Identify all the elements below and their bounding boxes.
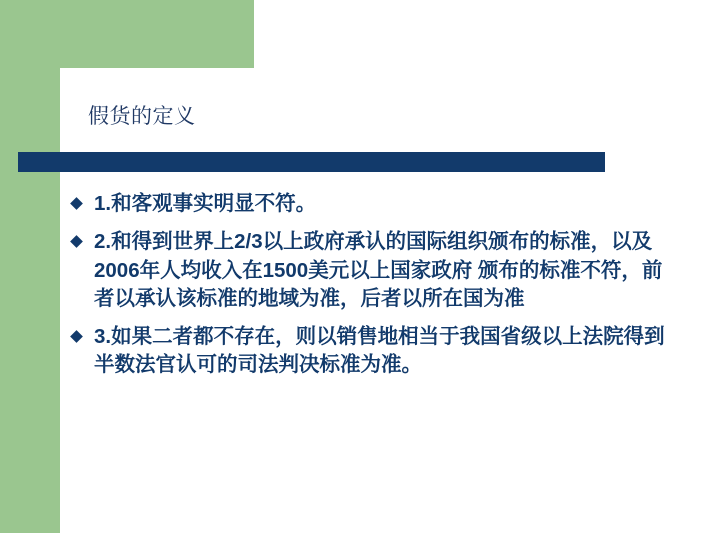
decorative-green-band xyxy=(0,0,60,533)
bullet-list xyxy=(68,190,678,390)
title-underline-bar xyxy=(18,152,605,172)
list-item-text: 2.和得到世界上2/3以上政府承认的国际组织颁布的标准，以及2006年人均收入在1500美元以上国家政府 颁布的标准不符，前者以承认该标准的地域为准，后者以所在国为准 xyxy=(94,230,663,310)
list-item-text: 3.如果二者都不存在，则以销售地相当于我国省级以上法院得到半数法官认可的司法判决标准为准。 xyxy=(94,325,665,377)
page-title: 假货的定义 xyxy=(88,105,196,128)
title-underline-bar-cap xyxy=(18,152,40,172)
decorative-green-block xyxy=(0,0,254,68)
list-item xyxy=(68,323,678,380)
diamond-bullet-icon xyxy=(68,190,94,208)
diamond-bullet-icon xyxy=(68,228,94,246)
list-item xyxy=(68,228,678,313)
list-item xyxy=(68,190,678,218)
diamond-bullet-icon xyxy=(68,323,94,341)
list-item-text: 1.和客观事实明显不符。 xyxy=(94,192,317,215)
